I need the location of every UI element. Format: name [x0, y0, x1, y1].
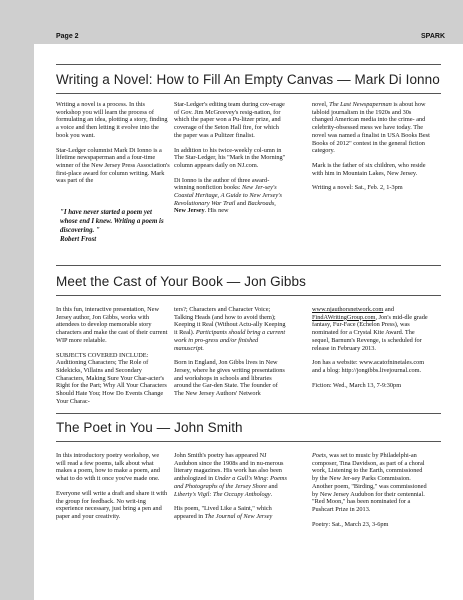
text: , was set to music by Philadelphi-an composer, Tina Davidson, as part of a choral work, Listening to the Earth, commissioned by the New Jer-sey Parks Commission. Another poem, "Birding," was commissioned by New Jersey Audubon for their centennial. "Red Moon," has been nominated for a Pushcart Prize in 2013.	[312, 452, 427, 513]
text: and	[235, 199, 248, 207]
paragraph	[174, 306, 288, 352]
poet-column-2	[174, 452, 288, 528]
link-njauthorsnetwork[interactable]: www.njauthorsnetwork.com	[312, 306, 384, 313]
event-time: Writing a novel: Sat., Feb. 2, 1-3pm	[312, 184, 403, 192]
paragraph: Star-Ledger's editing team during cov-erage of Gov. Jim McGreevey's resig-nation, for which the paper won a Pu-litzer prize, and coverage of the Seton Hall fire, for which the paper was a Pulitzer finalist.	[174, 101, 285, 139]
paragraph	[312, 101, 430, 155]
paragraph	[312, 452, 430, 514]
link-findawritinggroup[interactable]: FindAWritingGroup.com	[312, 313, 376, 321]
article-title-novel: Writing a Novel: How to Fill An Empty Canvas — Mark Di Ionno	[56, 72, 440, 87]
text: . His new	[204, 207, 229, 215]
paragraph: Star-Ledger columnist Mark Di Ionno is a lifetime newspaperman and a four-time winner of the New Jersey Press Association's first-place award for column writing. Mark was part of the	[56, 146, 170, 185]
book-title: The Last Newspaperman	[329, 101, 392, 108]
paragraph: Writing a novel is a process. In this workshop you will learn the process of formulating an idea, plotting a story, finding a voice and then letting it evolve into the book you want.	[56, 101, 168, 139]
article-top-rule	[56, 64, 441, 65]
text: Participants should bring a current work in pro-gress and/or finished manuscript.	[174, 329, 286, 352]
article-title-rule	[56, 93, 441, 94]
cast-column-1	[56, 306, 170, 412]
novel-column-1	[56, 101, 170, 192]
paragraph	[312, 306, 430, 352]
paragraph: In this fun, interactive presentation, New Jersey author, Jon Gibbs, works with attendees to develop memorable story characters and make the cast of their current WIP more relatable.	[56, 306, 168, 344]
text: ters?; Characters and Character Voice; Talking Heads (and how to avoid them); Keeping it Real (Without Actu-ally Keeping it Real).	[174, 306, 286, 337]
publication-name: SPARK	[421, 33, 445, 40]
poet-column-1	[56, 452, 170, 528]
cast-column-2	[174, 306, 288, 405]
page-header	[34, 0, 463, 44]
text: His poem, "Lived Like a Saint," which appeared in	[174, 505, 272, 520]
poet-column-3	[312, 452, 430, 535]
quote-author: Robert Frost	[60, 236, 97, 243]
novel-column-3	[312, 101, 430, 199]
text: .	[270, 490, 273, 498]
journal-title: The Journal of New Jersey	[204, 512, 273, 520]
paragraph: In addition to his twice-weekly col-umn in The Star-Ledger, his "Mark in the Morning" column appears daily on NJ.com.	[174, 146, 286, 169]
paragraph	[174, 452, 288, 498]
novel-column-2	[174, 101, 288, 222]
pull-quote	[60, 208, 168, 244]
paragraph: Jon has a website: www.acatofninetales.com and a blog: http://jongibbs.livejournal.com.	[312, 359, 425, 374]
text: Di Ionno is the author of three award-winning nonfiction books:	[174, 176, 270, 192]
article-title-rule	[56, 295, 441, 296]
article-title-poet: The Poet in You — John Smith	[56, 420, 243, 435]
paragraph: Born in England, Jon Gibbs lives in New Jersey, where he gives writing presentations and workshops in schools and libraries around the Gar-den State. The founder of The New Jersey Authors' Network	[174, 359, 285, 398]
paragraph: SUBJECTS COVERED INCLUDE: Auditioning Characters; The Role of Sidekicks, Villains and Secondary Characters, Making Sure Your Char-acter's Right for the Part; Why All Your Characters Should Hate You; How Do Events Change Your Charac-	[56, 351, 167, 405]
book-title: New Jersey	[174, 207, 205, 215]
paragraph: Everyone will write a draft and share it with the group for feedback. No writ-ing experience necessary, just bring a pen and paper and your creativity.	[56, 489, 168, 520]
book-title: Liberty's Vigil: The Occupy Anthology	[174, 490, 271, 498]
book-title: New Jer-sey's Coastal Heritage, A Guide to New Jersey's Revolutionary War Trail	[174, 184, 282, 207]
text: novel,	[312, 101, 330, 108]
article-top-rule	[56, 265, 441, 266]
text: John Smith's poetry has appeared NJ Audubon since the 1908s and in nu-merous literary magazines. His work has also been anthologized in	[174, 452, 284, 483]
book-title: Backroads	[247, 199, 275, 207]
article-top-rule	[56, 413, 441, 414]
text: ,	[274, 199, 276, 207]
paragraph: In this introductory poetry workshop, we will read a few poems, talk about what makes a poem, how to make a poem, and what to do with it once you've made one.	[56, 452, 160, 483]
text: and	[383, 306, 394, 313]
paragraph: Mark is the father of six children, who reside with him in Mountain Lakes, New Jersey.	[312, 161, 426, 177]
text: is about how tabloid journalism in the 1920s and 30s changed American media into the crime- and celebrity-obsessed mess we have today. The novel was named a finalist in USA Books Best Books of 2012" contest in the general fiction category.	[312, 101, 430, 155]
paragraph	[174, 505, 288, 520]
quote-text: "I have never started a poem yet whose end I knew. Writing a poem is discovering. "	[60, 209, 164, 234]
cast-column-3	[312, 306, 430, 396]
event-time: Fiction: Wed., March 13, 7-9:30pm	[312, 381, 402, 389]
page-number: Page 2	[56, 33, 79, 40]
text: , Jon's mid-dle grade fantasy, Fur-Face (Echelon Press), was nominated for a Crystal Kite Award. The sequel, Barnum's Revenge, is scheduled for release in February 2013.	[312, 313, 428, 352]
article-title-rule	[56, 441, 441, 442]
text: and	[266, 482, 278, 490]
paragraph	[174, 177, 288, 216]
article-title-cast: Meet the Cast of Your Book — Jon Gibbs	[56, 274, 306, 289]
book-title: Under a Gull's Wing: Poems and Photographs of the Jersey Shore	[174, 475, 287, 490]
left-gray-strip	[0, 0, 34, 600]
event-time: Poetry: Sat., March 23, 3-6pm	[312, 520, 389, 528]
journal-title: Poets	[312, 452, 326, 459]
